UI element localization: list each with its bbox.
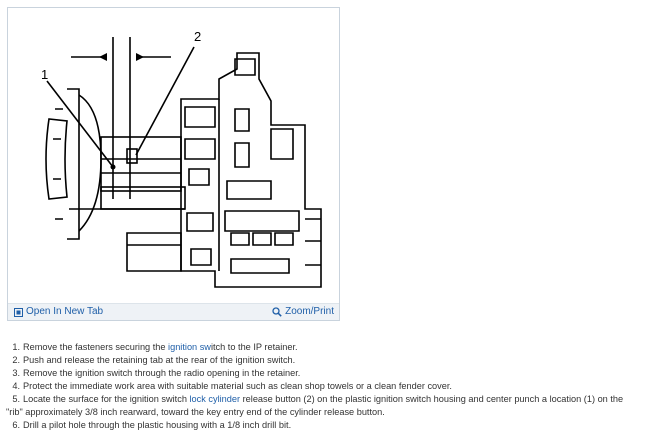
step-2: 2. Push and release the retaining tab at the rear of the ignition switch. [12, 355, 296, 365]
step-5-continued: "rib" approximately 3/8 inch rearward, toward the key entry end of the cylinder release button. [6, 407, 385, 417]
zoom-print-link[interactable] [272, 304, 334, 320]
step-5: 5. Locate the surface for the ignition switch lock cylinder release button (2) on the plastic ignition switch housing and center punch a location (1) on the [12, 394, 624, 404]
open-new-tab-link[interactable] [14, 304, 103, 320]
figure-panel [7, 7, 340, 321]
step-1: 1. Remove the fasteners securing the ignition switch to the IP retainer. [12, 342, 298, 352]
step-6: 6. Drill a pilot hole through the plastic housing with a 1/8 inch drill bit. [12, 420, 292, 430]
lock-cylinder-link[interactable]: lock cylinder [189, 394, 241, 404]
open-new-tab-label: Open In New Tab [26, 306, 104, 317]
ignition-switch-link[interactable]: ignition sw [168, 342, 211, 352]
open-in-new-tab-icon [14, 308, 23, 317]
step-3: 3. Remove the ignition switch through the radio opening in the retainer. [12, 368, 301, 378]
magnifier-icon [272, 307, 282, 317]
procedure-steps [6, 341, 646, 432]
figure-toolbar [8, 303, 339, 320]
ignition-switch-diagram[interactable] [9, 9, 338, 306]
zoom-print-label: Zoom/Print [285, 306, 334, 317]
callout-1: 1 [41, 67, 49, 82]
callout-2: 2 [194, 29, 202, 44]
step-4: 4. Protect the immediate work area with suitable material such as clean shop towels or a clean fender cover. [12, 381, 452, 391]
